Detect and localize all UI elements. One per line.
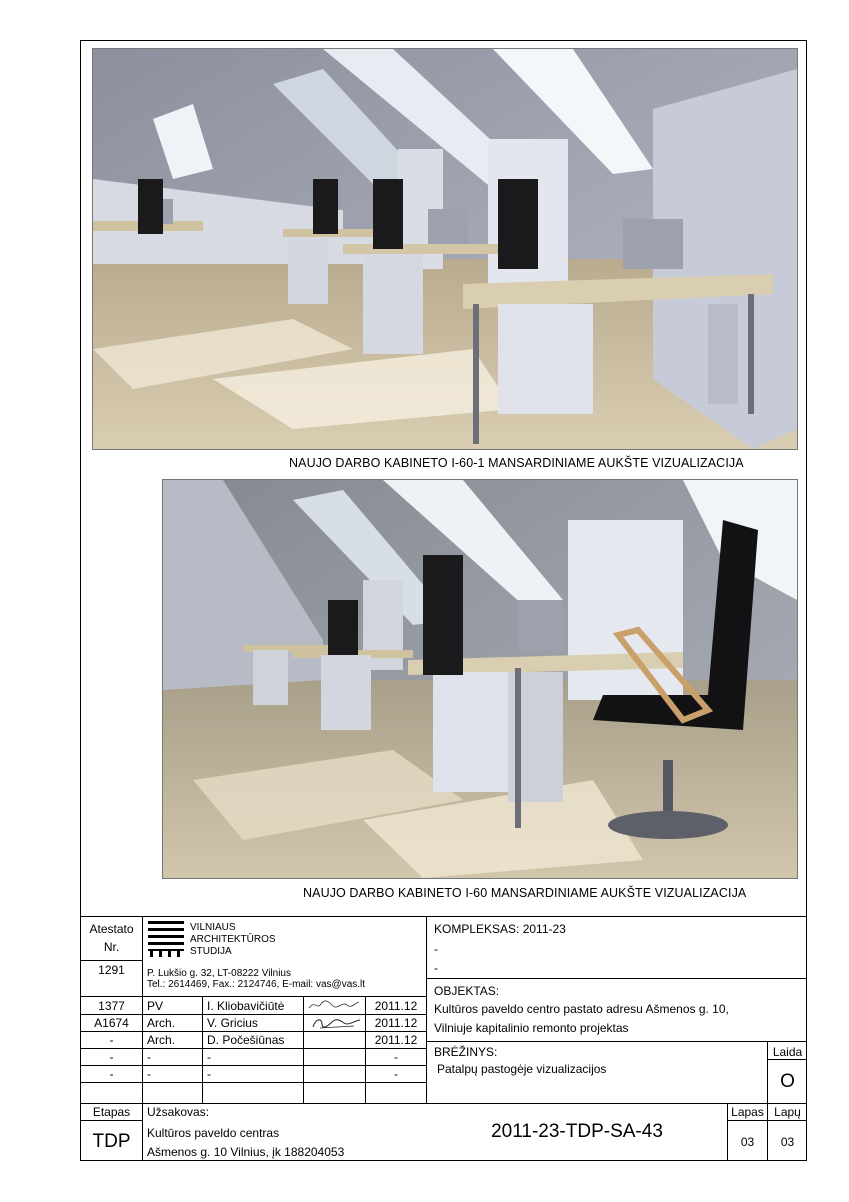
grid-line (426, 916, 427, 1103)
person-5-name: - (207, 1067, 211, 1081)
person-4-date: - (394, 1050, 398, 1064)
etapas-label: Etapas (92, 1105, 131, 1119)
grid-line (80, 1082, 426, 1083)
objektas-line-2: Vilniuje kapitalinio remonto projektas (434, 1021, 629, 1035)
grid-line (80, 1048, 426, 1049)
studio-name-line2: ARCHITEKTŪROS (190, 934, 276, 945)
brezinys-label: BRĖŽINYS: (434, 1045, 498, 1059)
grid-line (202, 996, 203, 1103)
kompleksas-dash-1: - (434, 942, 438, 956)
grid-line (80, 1103, 807, 1104)
person-2-nr: A1674 (94, 1016, 129, 1030)
laida-value: O (780, 1071, 795, 1092)
signature-2-icon (310, 1015, 362, 1030)
studio-logo-icon (148, 921, 184, 957)
visualization-top-image (92, 48, 798, 450)
lapu-value: 03 (780, 1135, 795, 1149)
person-4-role: - (147, 1050, 151, 1064)
signature-1-icon (307, 998, 361, 1012)
person-4-name: - (207, 1050, 211, 1064)
studio-address: P. Lukšio g. 32, LT-08222 Vilnius (147, 968, 291, 979)
drawing-number: 2011-23-TDP-SA-43 (491, 1121, 663, 1142)
title-block-top-border (80, 916, 807, 917)
person-5-role: - (147, 1067, 151, 1081)
grid-line (142, 916, 143, 1161)
studio-name-line3: STUDIJA (190, 946, 232, 957)
uzsakovas-line-2: Ašmenos g. 10 Vilnius, įk 188204053 (147, 1145, 345, 1159)
lapas-value: 03 (740, 1135, 755, 1149)
grid-line (426, 978, 807, 979)
laida-label: Laida (772, 1045, 803, 1059)
visualization-bottom-caption: NAUJO DARBO KABINETO I-60 MANSARDINIAME AUKŠTE VIZUALIZACIJA (303, 886, 747, 900)
person-1-nr: 1377 (98, 999, 125, 1013)
grid-line (80, 1014, 426, 1015)
kompleksas-dash-2: - (434, 961, 438, 975)
person-3-name: D. Počešiūnas (207, 1033, 285, 1047)
grid-line (80, 1031, 426, 1032)
person-3-role: Arch. (147, 1033, 176, 1047)
grid-line (426, 1041, 807, 1042)
person-1-role: PV (147, 999, 164, 1013)
grid-line (80, 996, 426, 997)
objektas-label: OBJEKTAS: (434, 984, 500, 998)
person-1-date: 2011.12 (374, 999, 418, 1013)
grid-line (80, 1065, 426, 1066)
atestato-number: 1291 (98, 963, 125, 977)
person-2-date: 2011.12 (374, 1016, 418, 1030)
studio-name-line1: VILNIAUS (190, 922, 236, 933)
brezinys-value: Patalpų pastogėje vizualizacijos (437, 1062, 607, 1076)
kompleksas-label: KOMPLEKSAS: 2011-23 (434, 922, 566, 936)
person-1-name: I. Kliobavičiūtė (207, 999, 285, 1013)
person-3-date: 2011.12 (374, 1033, 418, 1047)
grid-line (767, 1059, 807, 1060)
atestato-nr-label: Nr. (103, 940, 120, 954)
grid-line (727, 1120, 807, 1121)
person-5-nr: - (109, 1067, 114, 1081)
office-render-bottom (163, 480, 797, 878)
person-4-nr: - (109, 1050, 114, 1064)
atestato-label: Atestato (89, 922, 134, 936)
objektas-line-1: Kultūros paveldo centro pastato adresu Ašmenos g. 10, (434, 1002, 729, 1016)
grid-line (303, 996, 304, 1103)
person-3-nr: - (109, 1033, 114, 1047)
visualization-top-caption: NAUJO DARBO KABINETO I-60-1 MANSARDINIAME AUKŠTE VIZUALIZACIJA (289, 456, 744, 470)
visualization-bottom-image (162, 479, 798, 879)
lapas-label: Lapas (731, 1105, 764, 1119)
uzsakovas-label: Užsakovas: (147, 1105, 210, 1119)
uzsakovas-line-1: Kultūros paveldo centras (147, 1126, 280, 1140)
person-5-date: - (394, 1067, 398, 1081)
office-render-top (93, 49, 797, 449)
person-2-name: V. Gricius (207, 1016, 258, 1030)
grid-line (80, 1120, 142, 1121)
studio-contacts: Tel.: 2614469, Fax.: 2124746, E-mail: vas@vas.lt (147, 979, 366, 990)
grid-line (80, 960, 142, 961)
lapu-label: Lapų (774, 1105, 801, 1119)
person-2-role: Arch. (147, 1016, 176, 1030)
etapas-value: TDP (92, 1131, 131, 1152)
